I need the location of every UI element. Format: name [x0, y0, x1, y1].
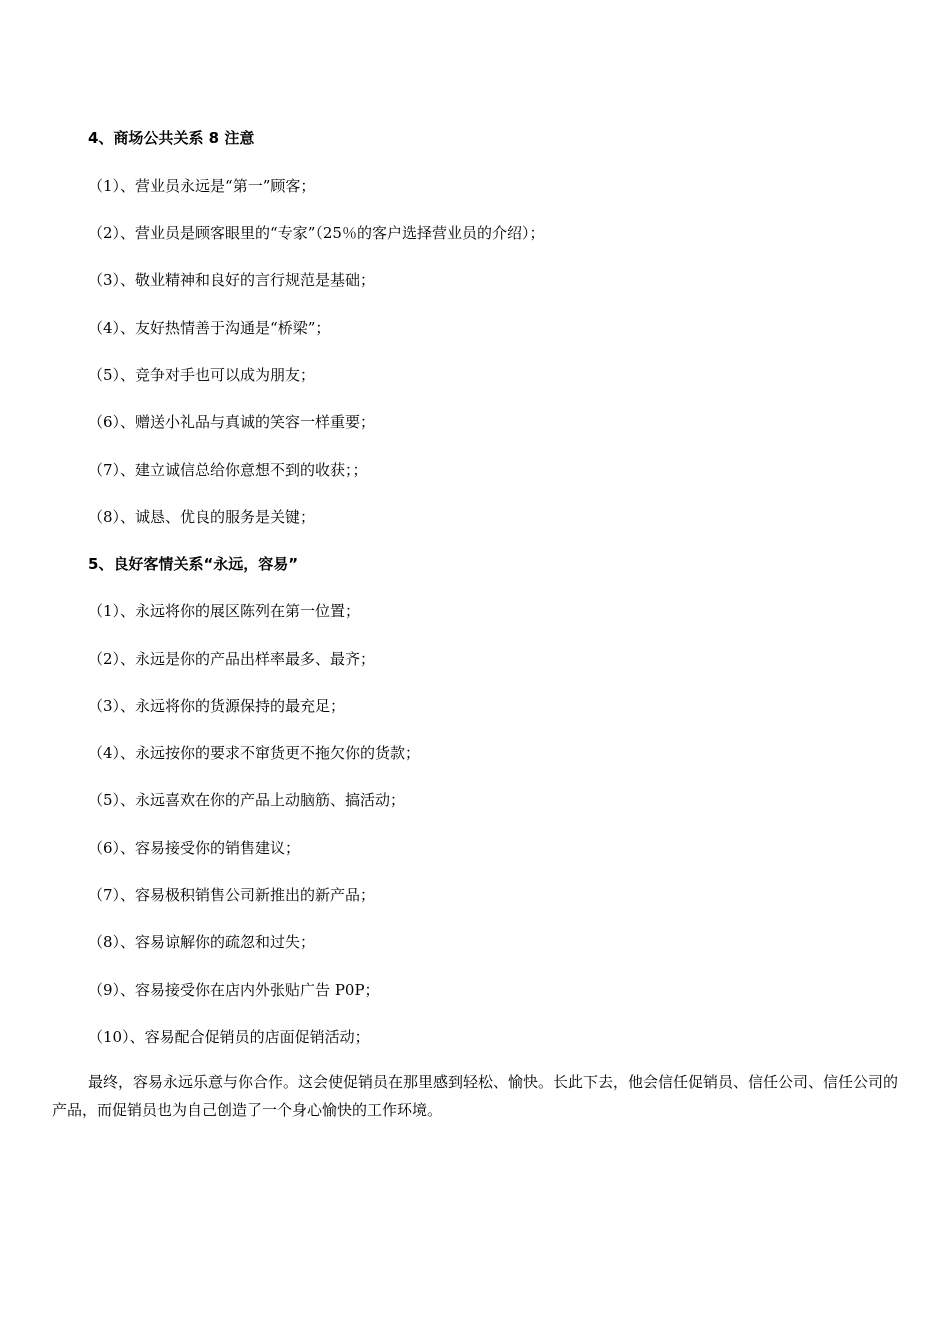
list-item: （4）、友好热情善于沟通是“桥梁”； — [88, 319, 331, 337]
list-item: （7）、容易极积销售公司新推出的新产品； — [88, 886, 376, 904]
list-item: （9）、容易接受你在店内外张贴广告 P0P； — [88, 981, 380, 999]
list-item: （4）、永远按你的要求不窜货更不拖欠你的货款； — [88, 744, 421, 762]
list-item: （8）、容易谅解你的疏忽和过失； — [88, 933, 316, 951]
list-item: （1）、永远将你的展区陈列在第一位置； — [88, 602, 361, 620]
section-5-heading: 5、良好客情关系“永远，容易” — [88, 555, 299, 573]
list-item: （7）、建立诚信总给你意想不到的收获；； — [88, 461, 368, 479]
section-4-heading: 4、商场公共关系 8 注意 — [88, 129, 255, 147]
list-item: （3）、敬业精神和良好的言行规范是基础； — [88, 271, 376, 289]
list-item: （6）、容易接受你的销售建议； — [88, 839, 301, 857]
list-item: （1）、营业员永远是“第一”顾客； — [88, 177, 316, 195]
list-item: （10）、容易配合促销员的店面促销活动； — [88, 1028, 370, 1046]
list-item: （5）、竞争对手也可以成为朋友； — [88, 366, 316, 384]
list-item: （8）、诚恳、优良的服务是关键； — [88, 508, 316, 526]
list-item: （3）、永远将你的货源保持的最充足； — [88, 697, 346, 715]
list-item: （6）、赠送小礼品与真诚的笑容一样重要； — [88, 413, 376, 431]
list-item: （2）、永远是你的产品出样率最多、最齐； — [88, 650, 376, 668]
conclusion-paragraph: 最终，容易永远乐意与你合作。这会使促销员在那里感到轻松、愉快。长此下去，他会信任促销员、信任公司、信任公司的产品，而促销员也为自己创造了一个身心愉快的工作环境。 — [52, 1073, 899, 1119]
list-item: （2）、营业员是顾客眼里的“专家”（25％的客户选择营业员的介绍）； — [88, 224, 545, 242]
list-item: （5）、永远喜欢在你的产品上动脑筋、搞活动； — [88, 791, 406, 809]
